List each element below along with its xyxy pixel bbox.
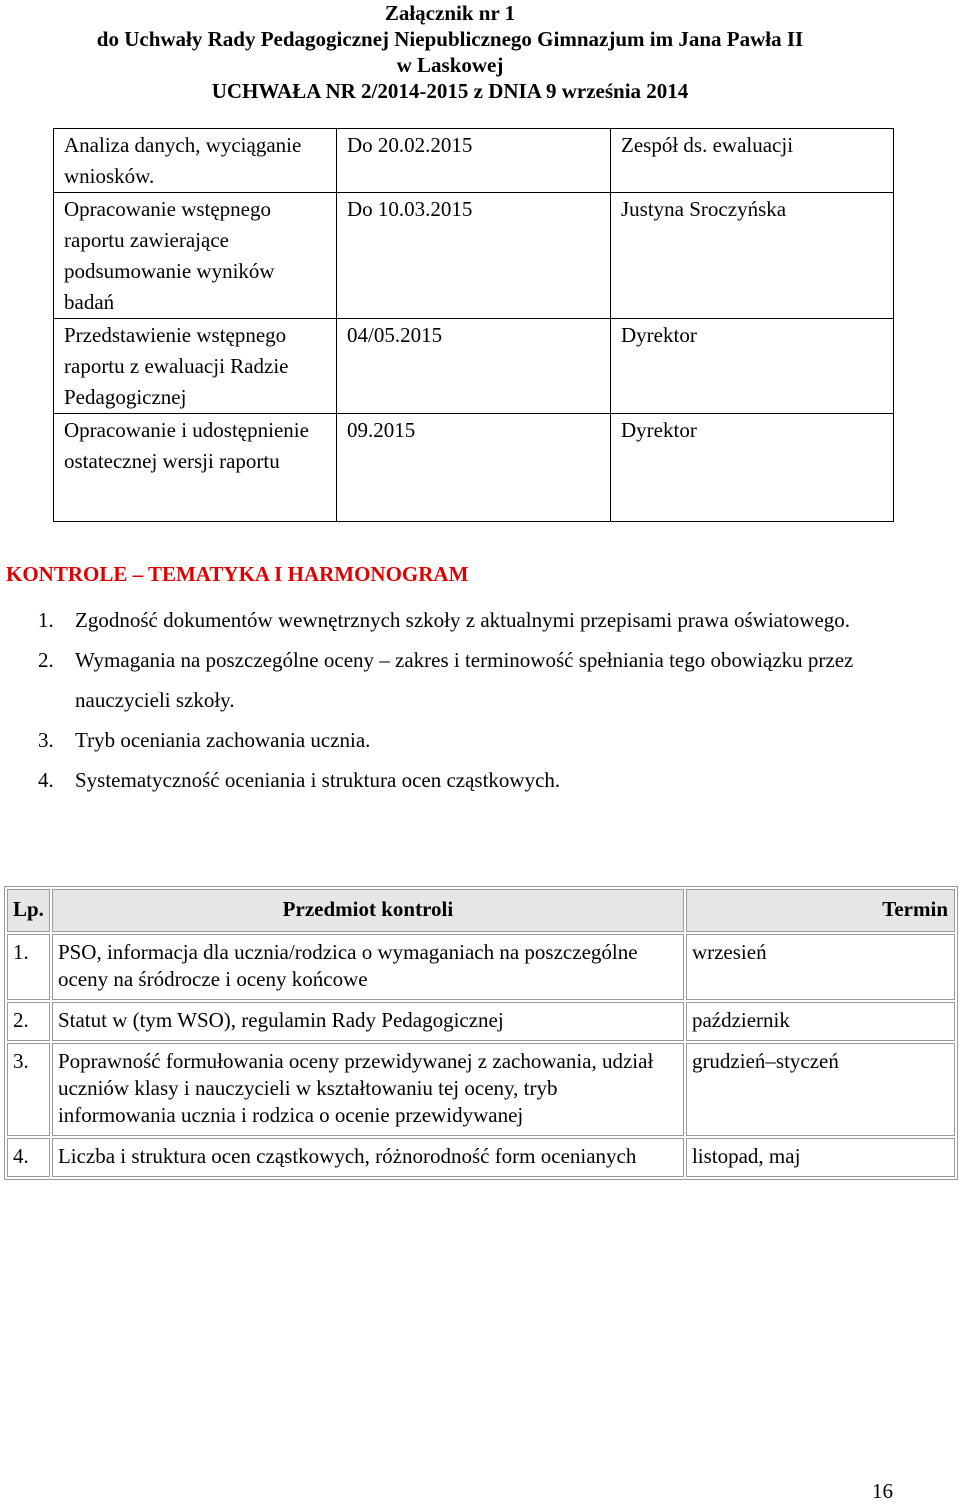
list-item-text: Systematyczność oceniania i struktura ocen cząstkowych. — [75, 768, 561, 792]
subject-cell: Poprawność formułowania oceny przewidywanej z zachowania, udział uczniów klasy i nauczycieli w kształtowaniu tej oceny, tryb informowania ucznia i rodzica o ocenie przewidywanej — [52, 1043, 684, 1136]
control-schedule-table — [4, 886, 958, 1180]
list-item-text: Zgodność dokumentów wewnętrznych szkoły z aktualnymi przepisami prawa oświatowego. — [75, 608, 851, 632]
deadline-cell: Do 20.02.2015 — [337, 129, 611, 193]
list-item-text: Wymagania na poszczególne oceny – zakres i terminowość spełniania tego obowiązku przez nauczycieli szkoły. — [75, 648, 854, 712]
task-cell: Opracowanie i udostępnienie ostatecznej wersji raportu — [54, 414, 337, 522]
table-row — [54, 129, 894, 193]
table-row — [54, 193, 894, 319]
term-cell: wrzesień — [686, 934, 955, 1000]
header-line-2: do Uchwały Rady Pedagogicznej Niepublicznego Gimnazjum im Jana Pawła II — [96, 27, 804, 51]
header-term: Termin — [686, 889, 955, 932]
list-item-number: 2. — [38, 648, 54, 672]
subject-cell: PSO, informacja dla ucznia/rodzica o wymaganiach na poszczególne oceny na śródrocze i oceny końcowe — [52, 934, 684, 1000]
section-title: KONTROLE – TEMATYKA I HARMONOGRAM — [6, 562, 469, 586]
responsible-cell: Dyrektor — [611, 414, 894, 522]
list-item-text: Tryb oceniania zachowania ucznia. — [75, 728, 371, 752]
responsible-cell: Justyna Sroczyńska — [611, 193, 894, 319]
term-cell: październik — [686, 1002, 955, 1041]
lp-cell: 1. — [7, 934, 50, 1000]
header-line-3: w Laskowej — [396, 53, 504, 77]
task-cell: Analiza danych, wyciąganie wniosków. — [54, 129, 337, 193]
header-line-4: UCHWAŁA NR 2/2014-2015 z DNIA 9 września 2014 — [211, 79, 689, 103]
task-cell: Przedstawienie wstępnego raportu z ewaluacji Radzie Pedagogicznej — [54, 319, 337, 414]
task-cell: Opracowanie wstępnego raportu zawierające podsumowanie wyników badań — [54, 193, 337, 319]
table-row — [54, 414, 894, 522]
term-cell: grudzień–styczeń — [686, 1043, 955, 1136]
table-row — [7, 1002, 955, 1041]
header-subject: Przedmiot kontroli — [52, 889, 684, 932]
subject-cell: Liczba i struktura ocen cząstkowych, różnorodność form ocenianych — [52, 1138, 684, 1177]
evaluation-schedule-table — [53, 128, 894, 522]
header-line-1: Załącznik nr 1 — [384, 1, 516, 25]
list-item-number: 1. — [38, 608, 54, 632]
responsible-cell: Zespół ds. ewaluacji — [611, 129, 894, 193]
lp-cell: 3. — [7, 1043, 50, 1136]
lp-cell: 2. — [7, 1002, 50, 1041]
list-item — [0, 640, 930, 720]
list-item — [0, 720, 930, 760]
subject-cell: Statut w (tym WSO), regulamin Rady Pedagogicznej — [52, 1002, 684, 1041]
list-item-number: 3. — [38, 728, 54, 752]
lp-cell: 4. — [7, 1138, 50, 1177]
term-cell: listopad, maj — [686, 1138, 955, 1177]
list-item — [0, 760, 930, 800]
page-number: 16 — [872, 1479, 893, 1503]
table-header-row — [7, 889, 955, 932]
deadline-cell: 04/05.2015 — [337, 319, 611, 414]
table-row — [54, 319, 894, 414]
table-row — [7, 1043, 955, 1136]
topics-list — [0, 600, 930, 800]
header-lp: Lp. — [7, 889, 50, 932]
deadline-cell: 09.2015 — [337, 414, 611, 522]
table-row — [7, 1138, 955, 1177]
deadline-cell: Do 10.03.2015 — [337, 193, 611, 319]
responsible-cell: Dyrektor — [611, 319, 894, 414]
list-item-number: 4. — [38, 768, 54, 792]
table-row — [7, 934, 955, 1000]
document-header — [0, 0, 900, 104]
list-item — [0, 600, 930, 640]
